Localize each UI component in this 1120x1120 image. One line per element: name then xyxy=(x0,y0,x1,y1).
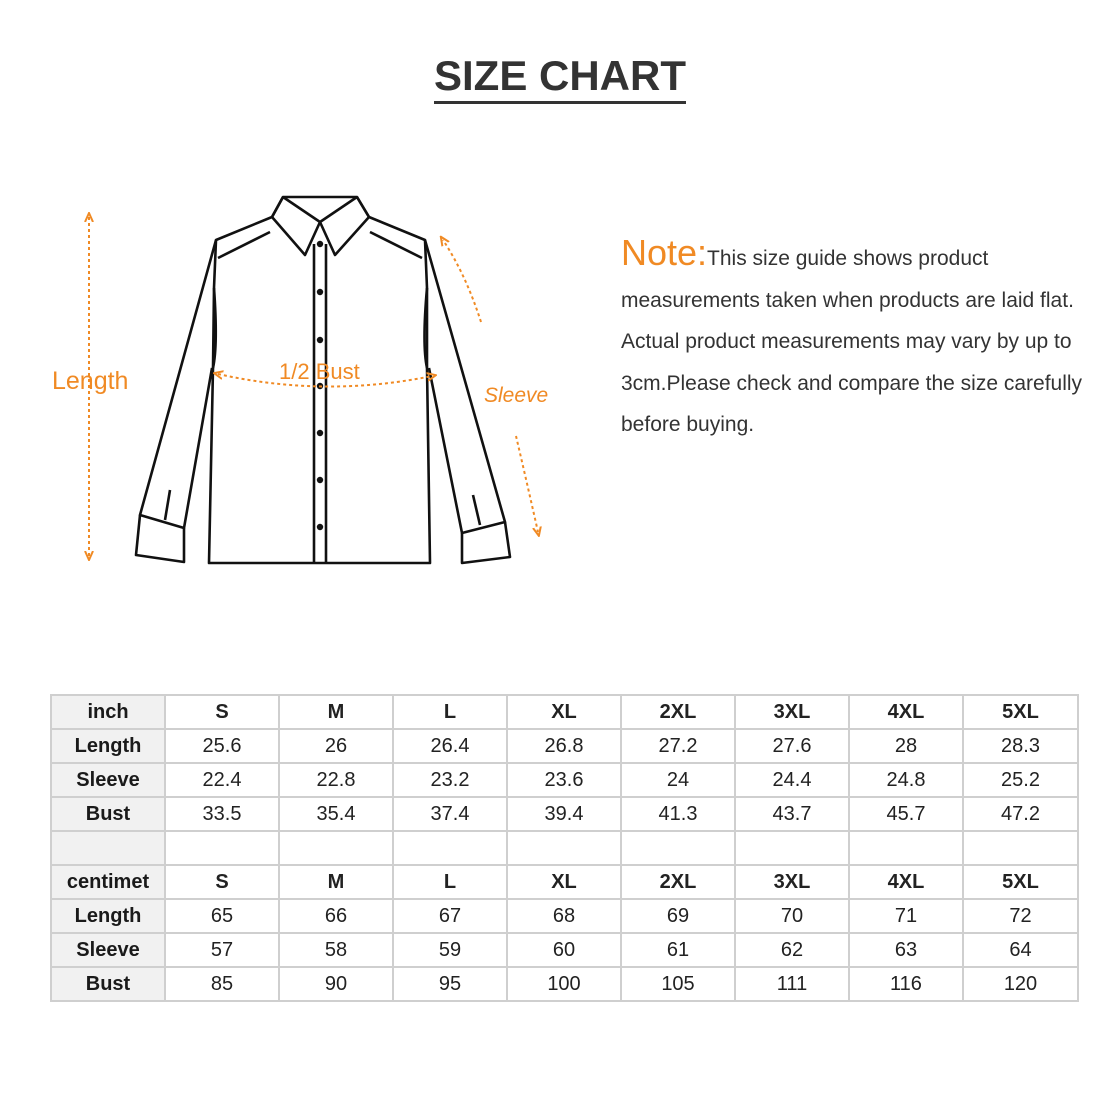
table-cell: 25.2 xyxy=(963,763,1078,797)
table-row xyxy=(51,933,1078,967)
table-cell: 24.4 xyxy=(735,763,849,797)
size-header: 2XL xyxy=(621,695,735,729)
table-row xyxy=(51,967,1078,1001)
table-cell: 58 xyxy=(279,933,393,967)
size-header: S xyxy=(165,865,279,899)
shirt-measurement-diagram xyxy=(0,180,600,590)
table-row xyxy=(51,729,1078,763)
table-cell: 24 xyxy=(621,763,735,797)
table-cell: 111 xyxy=(735,967,849,1001)
table-cell: 59 xyxy=(393,933,507,967)
note-label: Note: xyxy=(621,232,708,273)
table-cell: 35.4 xyxy=(279,797,393,831)
row-label: Sleeve xyxy=(51,763,165,797)
table-cell: 120 xyxy=(963,967,1078,1001)
table-cell: 41.3 xyxy=(621,797,735,831)
table-cell: 116 xyxy=(849,967,963,1001)
row-label: Sleeve xyxy=(51,933,165,967)
table-spacer-row xyxy=(51,831,1078,865)
table-cell: 62 xyxy=(735,933,849,967)
table-cell: 28.3 xyxy=(963,729,1078,763)
table-cell: 63 xyxy=(849,933,963,967)
table-cell: 43.7 xyxy=(735,797,849,831)
table-cell: 26.8 xyxy=(507,729,621,763)
page-title xyxy=(0,52,1120,100)
table-cell: 45.7 xyxy=(849,797,963,831)
table-cell: 24.8 xyxy=(849,763,963,797)
table-cell: 28 xyxy=(849,729,963,763)
table-cell: 61 xyxy=(621,933,735,967)
table-cell: 47.2 xyxy=(963,797,1078,831)
table-row xyxy=(51,797,1078,831)
sleeve-arrow-lower xyxy=(516,436,538,532)
unit-label-cm: centimet xyxy=(51,865,165,899)
size-header: M xyxy=(279,695,393,729)
table-cell: 26.4 xyxy=(393,729,507,763)
size-note xyxy=(621,232,1091,446)
table-cell: 68 xyxy=(507,899,621,933)
length-label: Length xyxy=(52,367,129,395)
table-cell: 60 xyxy=(507,933,621,967)
size-header: 2XL xyxy=(621,865,735,899)
size-header: 3XL xyxy=(735,695,849,729)
table-cell: 90 xyxy=(279,967,393,1001)
table-cell: 27.2 xyxy=(621,729,735,763)
table-cell: 39.4 xyxy=(507,797,621,831)
table-cell: 37.4 xyxy=(393,797,507,831)
table-cell: 105 xyxy=(621,967,735,1001)
page-title-text: SIZE CHART xyxy=(434,52,686,104)
table-cell: 25.6 xyxy=(165,729,279,763)
table-cell: 70 xyxy=(735,899,849,933)
size-header: 5XL xyxy=(963,695,1078,729)
table-row xyxy=(51,899,1078,933)
size-header: S xyxy=(165,695,279,729)
table-cell: 23.6 xyxy=(507,763,621,797)
size-header: XL xyxy=(507,695,621,729)
size-header: 4XL xyxy=(849,865,963,899)
row-label: Bust xyxy=(51,967,165,1001)
table-row xyxy=(51,763,1078,797)
table-cell: 22.8 xyxy=(279,763,393,797)
table-cell: 22.4 xyxy=(165,763,279,797)
table-cell: 72 xyxy=(963,899,1078,933)
table-cell: 69 xyxy=(621,899,735,933)
table-cell: 71 xyxy=(849,899,963,933)
table-cell: 85 xyxy=(165,967,279,1001)
table-cell: 23.2 xyxy=(393,763,507,797)
table-cell: 33.5 xyxy=(165,797,279,831)
note-text: This size guide shows product measurements taken when products are laid flat. Actual product measurements may vary by up to 3cm.Please check and compare the size carefully before buying. xyxy=(621,247,1083,436)
size-header: 4XL xyxy=(849,695,963,729)
table-cell: 27.6 xyxy=(735,729,849,763)
table-cell: 100 xyxy=(507,967,621,1001)
size-header: L xyxy=(393,695,507,729)
sleeve-arrow-upper xyxy=(443,240,481,322)
table-cell: 57 xyxy=(165,933,279,967)
table-cell: 26 xyxy=(279,729,393,763)
unit-label-inch: inch xyxy=(51,695,165,729)
size-header: L xyxy=(393,865,507,899)
bust-label: 1/2 Bust xyxy=(279,359,360,384)
table-cell: 66 xyxy=(279,899,393,933)
row-label: Length xyxy=(51,729,165,763)
table-cell: 95 xyxy=(393,967,507,1001)
row-label: Length xyxy=(51,899,165,933)
size-header: 3XL xyxy=(735,865,849,899)
inch-header-row xyxy=(51,695,1078,729)
cm-header-row xyxy=(51,865,1078,899)
size-header: M xyxy=(279,865,393,899)
table-cell: 65 xyxy=(165,899,279,933)
row-label: Bust xyxy=(51,797,165,831)
table-cell: 67 xyxy=(393,899,507,933)
table-cell: 64 xyxy=(963,933,1078,967)
size-header: 5XL xyxy=(963,865,1078,899)
sleeve-label: Sleeve xyxy=(484,384,549,407)
size-table xyxy=(50,694,1079,1002)
size-header: XL xyxy=(507,865,621,899)
